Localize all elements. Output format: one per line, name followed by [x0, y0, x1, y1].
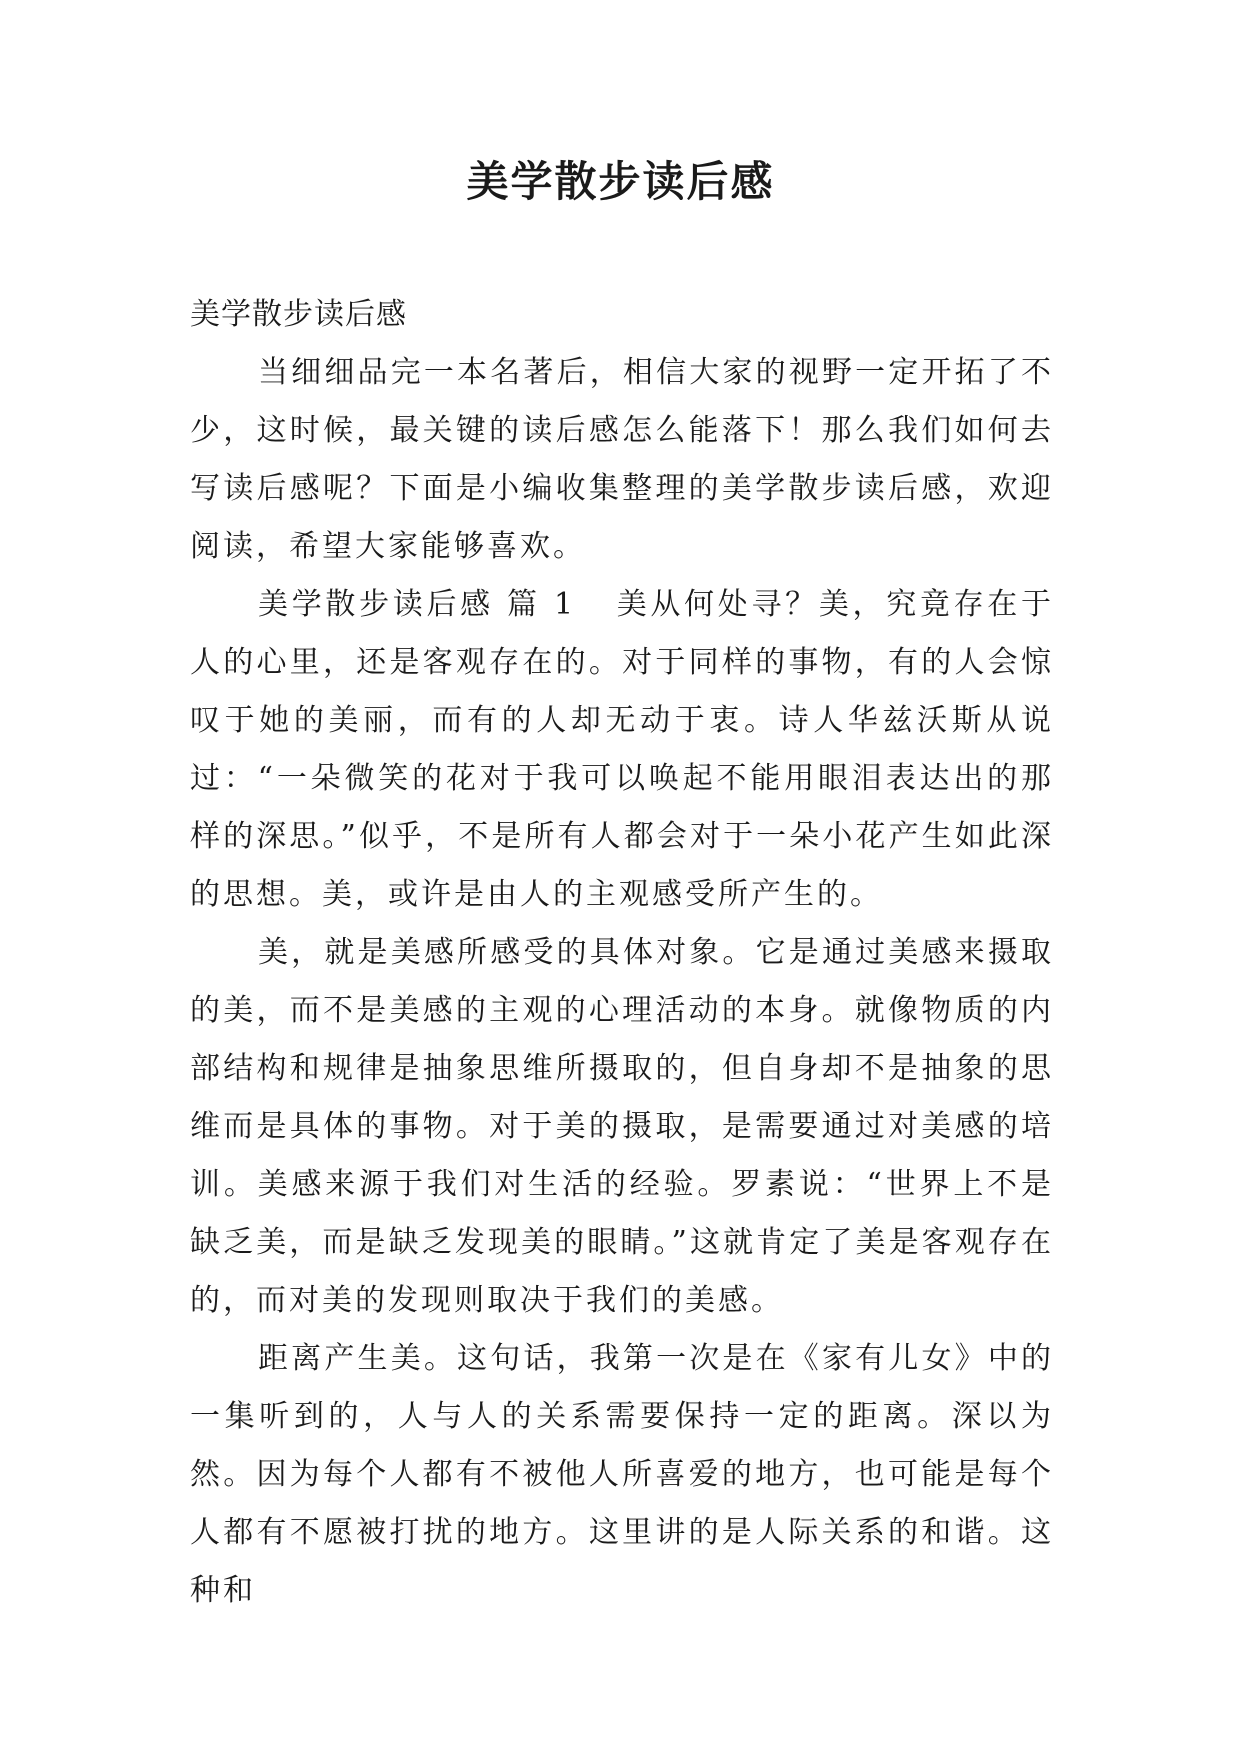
document-title: 美学散步读后感 — [466, 157, 775, 206]
body-paragraph-2: 美，就是美感所感受的具体对象。它是通过美感来摄取的美，而不是美感的主观的心理活动的本身。就像物质的内部结构和规律是抽象思维所摄取的，但自身却不是抽象的思维而是具体的事物。对于美的摄取，是需要通过对美感的培训。美感来源于我们对生活的经验。罗素说：“世界上不是缺乏美，而是缺乏发现美的眼睛。”这就肯定了美是客观存在的，而对美的发现则取决于我们的美感。 — [190, 935, 1054, 1318]
section-heading: 美学散步读后感 篇 1 — [258, 587, 577, 622]
intro-paragraph: 当细细品完一本名著后，相信大家的视野一定开拓了不少，这时候，最关键的读后感怎么能落下！那么我们如何去写读后感呢？下面是小编收集整理的美学散步读后感，欢迎阅读，希望大家能够喜欢。 — [190, 355, 1054, 564]
section-1-paragraph — [190, 576, 1054, 924]
document-body — [190, 286, 1054, 1620]
document-subtitle: 美学散步读后感 — [190, 297, 407, 332]
section-1-text: 美从何处寻？美，究竟存在于人的心里，还是客观存在的。对于同样的事物，有的人会惊叹于她的美丽，而有的人却无动于衷。诗人华兹沃斯从说过：“一朵微笑的花对于我可以唤起不能用眼泪表达出的那样的深思。”似乎，不是所有人都会对于一朵小花产生如此深的思想。美，或许是由人的主观感受所产生的。 — [190, 587, 1054, 912]
body-paragraph-3: 距离产生美。这句话，我第一次是在《家有儿女》中的一集听到的，人与人的关系需要保持一定的距离。深以为然。因为每个人都有不被他人所喜爱的地方，也可能是每个人都有不愿被打扰的地方。这里讲的是人际关系的和谐。这种和 — [190, 1341, 1054, 1608]
